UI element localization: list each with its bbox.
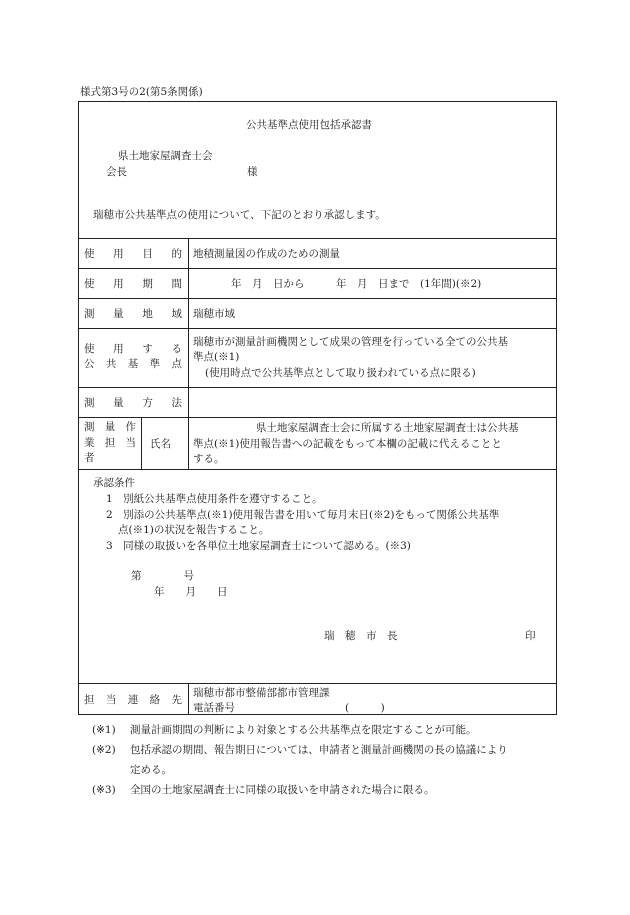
surveyor-value-line3: する。: [193, 453, 225, 465]
contact-dept: 瑞穂市都市整備部都市管理課: [193, 687, 330, 699]
note-2-mark: (※2): [92, 744, 116, 756]
form-number: 様式第3号の2(第5条関係): [80, 86, 203, 98]
condition-item-2: 2 別添の公共基準点(※1)使用報告書を用いて毎月末日(※2)をもって関係公共基準: [106, 509, 500, 521]
note-2-cont-text: 定める。: [130, 764, 172, 776]
surveyor-value-line1: 県土地家屋調査士会に所属する土地家屋調査士は公共基: [256, 422, 519, 434]
condition-item-1: 1 別紙公共基準点使用条件を遵守すること。: [106, 493, 323, 505]
method-label: 測 量 方 法: [84, 397, 182, 409]
area-value: 瑞穂市域: [193, 308, 235, 320]
points-label-line2: 公 共 基 準 点: [84, 358, 182, 370]
surveyor-sublabel: 氏名: [150, 438, 171, 450]
note-2-text: 包括承認の期間、報告期日については、申請者と測量計画機関の長の協議により: [130, 744, 508, 756]
addressee-org: 県土地家屋調査士会: [118, 150, 213, 162]
surveyor-value-line2: 準点(※1)使用報告書への記載をもって本欄の記載に代えることと: [193, 438, 502, 450]
conditions-heading: 承認条件: [93, 477, 135, 489]
seal-mark: 印: [525, 630, 536, 642]
note-1-text: 測量計画期間の判断により対象とする公共基準点を限定することが可能。: [130, 724, 477, 736]
surveyor-label-line3: 者: [84, 452, 95, 464]
document-title: 公共基準点使用包括承認書: [246, 119, 372, 131]
addressee-honorific: 様: [247, 166, 258, 178]
note-3: [92, 782, 435, 798]
contact-label: 担 当 連 絡 先: [84, 694, 182, 706]
points-value-line1: 瑞穂市が測量計画機関として成果の管理を行っている全ての公共基: [193, 336, 508, 348]
issue-date: 年 月 日: [154, 586, 228, 598]
points-label-line1: 使 用 す る: [84, 343, 182, 355]
note-3-mark: (※3): [92, 784, 116, 796]
contact-phone-label: 電話番号: [193, 702, 235, 714]
mayor-title: 瑞 穂 市 長: [324, 630, 398, 642]
note-1: [92, 722, 477, 738]
document-number: 第 号: [131, 570, 194, 582]
note-1-mark: (※1): [92, 724, 116, 736]
area-label: 測 量 地 域: [84, 308, 182, 320]
condition-item-3: 3 同様の取扱いを各単位土地家屋調査士について認める。(※3): [106, 540, 411, 552]
purpose-value: 地積測量図の作成のための測量: [193, 248, 340, 260]
surveyor-label-line1: 測 量 作: [84, 421, 136, 433]
period-label: 使 用 期 間: [84, 278, 182, 290]
points-value-line2: 準点(※1): [193, 351, 240, 363]
points-value-line3: (使用時点で公共基準点として取り扱われている点に限る): [205, 367, 476, 379]
period-value: 年 月 日から 年 月 日まで (1年間)(※2): [231, 278, 482, 290]
contact-phone-paren: ( ): [345, 702, 385, 714]
condition-item-2-cont: 点(※1)の状況を報告すること。: [118, 524, 270, 536]
note-2: [92, 742, 508, 758]
intro-text: 瑞穂市公共基準点の使用について、下記のとおり承認します。: [93, 209, 386, 221]
note-2-cont: [92, 762, 172, 778]
note-3-text: 全国の土地家屋調査士に同様の取扱いを申請された場合に限る。: [130, 784, 435, 796]
purpose-label: 使 用 目 的: [84, 248, 182, 260]
addressee-position: 会長: [106, 166, 127, 178]
surveyor-label-line2: 業 担 当: [84, 437, 136, 449]
